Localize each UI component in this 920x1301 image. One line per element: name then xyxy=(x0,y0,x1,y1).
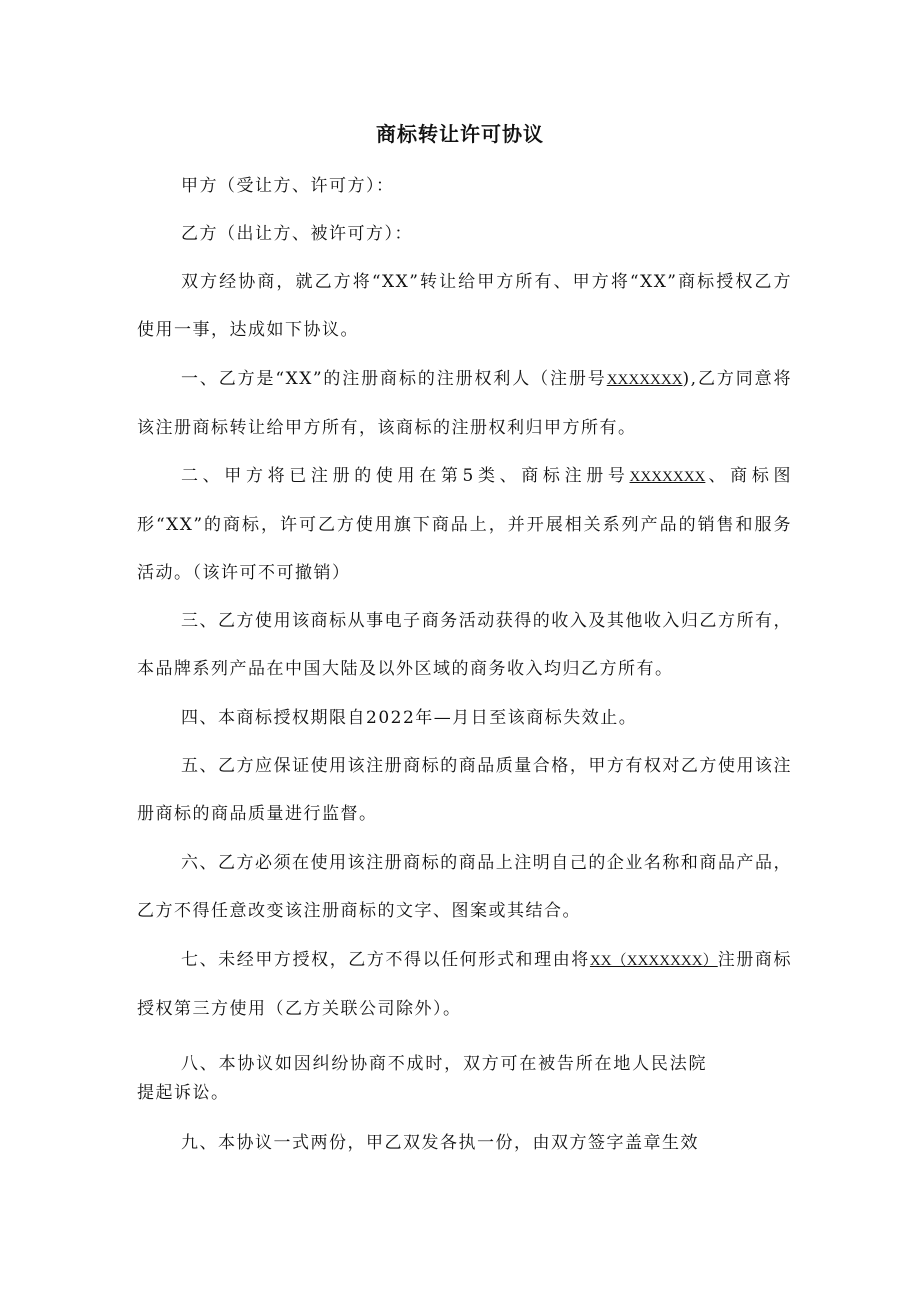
intro-paragraph: 双方经协商，就乙方将“XX”转让给甲方所有、甲方将“XX”商标授权乙方使用一事，达成如下协议。 xyxy=(137,272,792,340)
clause-2-text-post: 、商标图形“XX”的商标，许可乙方使用旗下商品上，并开展相关系列产品的销售和服务活动。（该许可不可撤销） xyxy=(137,466,792,583)
document-title: 商标转让许可协议 xyxy=(376,122,544,146)
party-a-line: 甲方（受让方、许可方）： xyxy=(181,176,395,196)
clause-2-text-pre: 二、甲方将已注册的使用在第5类、商标注册号 xyxy=(181,466,630,486)
clause-8: 八、本协议如因纠纷协商不成时，双方可在被告所在地人民法院提起诉讼。 xyxy=(137,1054,707,1103)
clause-9: 九、本协议一式两份，甲乙双发各执一份，由双方签字盖章生效 xyxy=(181,1133,699,1153)
clause-7-mark: XX（XXXXXXX） xyxy=(589,953,718,969)
clause-7-text-pre: 七、未经甲方授权，乙方不得以任何形式和理由将 xyxy=(181,950,590,970)
clause-2 xyxy=(137,452,792,597)
clause-7-text-post: 注册商标授权第三方使用（乙方关联公司除外）。 xyxy=(137,950,793,1019)
clause-1 xyxy=(137,355,792,452)
clause-5: 五、乙方应保证使用该注册商标的商品质量合格，甲方有权对乙方使用该注册商标的商品质量进行监督。 xyxy=(137,756,792,824)
clause-6: 六、乙方必须在使用该注册商标的商品上注明自己的企业名称和商品产品，乙方不得任意改变该注册商标的文字、图案或其结合。 xyxy=(137,853,792,921)
clause-1-text-post: ),乙方同意将该注册商标转让给甲方所有，该商标的注册权利归甲方所有。 xyxy=(137,369,792,438)
clause-7 xyxy=(137,936,792,1033)
clause-1-text-pre: 一、乙方是“XX”的注册商标的注册权利人（注册号 xyxy=(181,369,607,389)
clause-2-reg-no: XXXXXXX xyxy=(629,469,706,485)
clause-3: 三、乙方使用该商标从事电子商务活动获得的收入及其他收入归乙方所有，本品牌系列产品在中国大陆及以外区域的商务收入均归乙方所有。 xyxy=(137,611,792,679)
clause-1-reg-no: XXXXXXX xyxy=(606,372,683,388)
clause-4: 四、本商标授权期限自2022年—月日至该商标失效止。 xyxy=(181,708,638,728)
party-b-line: 乙方（出让方、被许可方）： xyxy=(181,224,413,244)
